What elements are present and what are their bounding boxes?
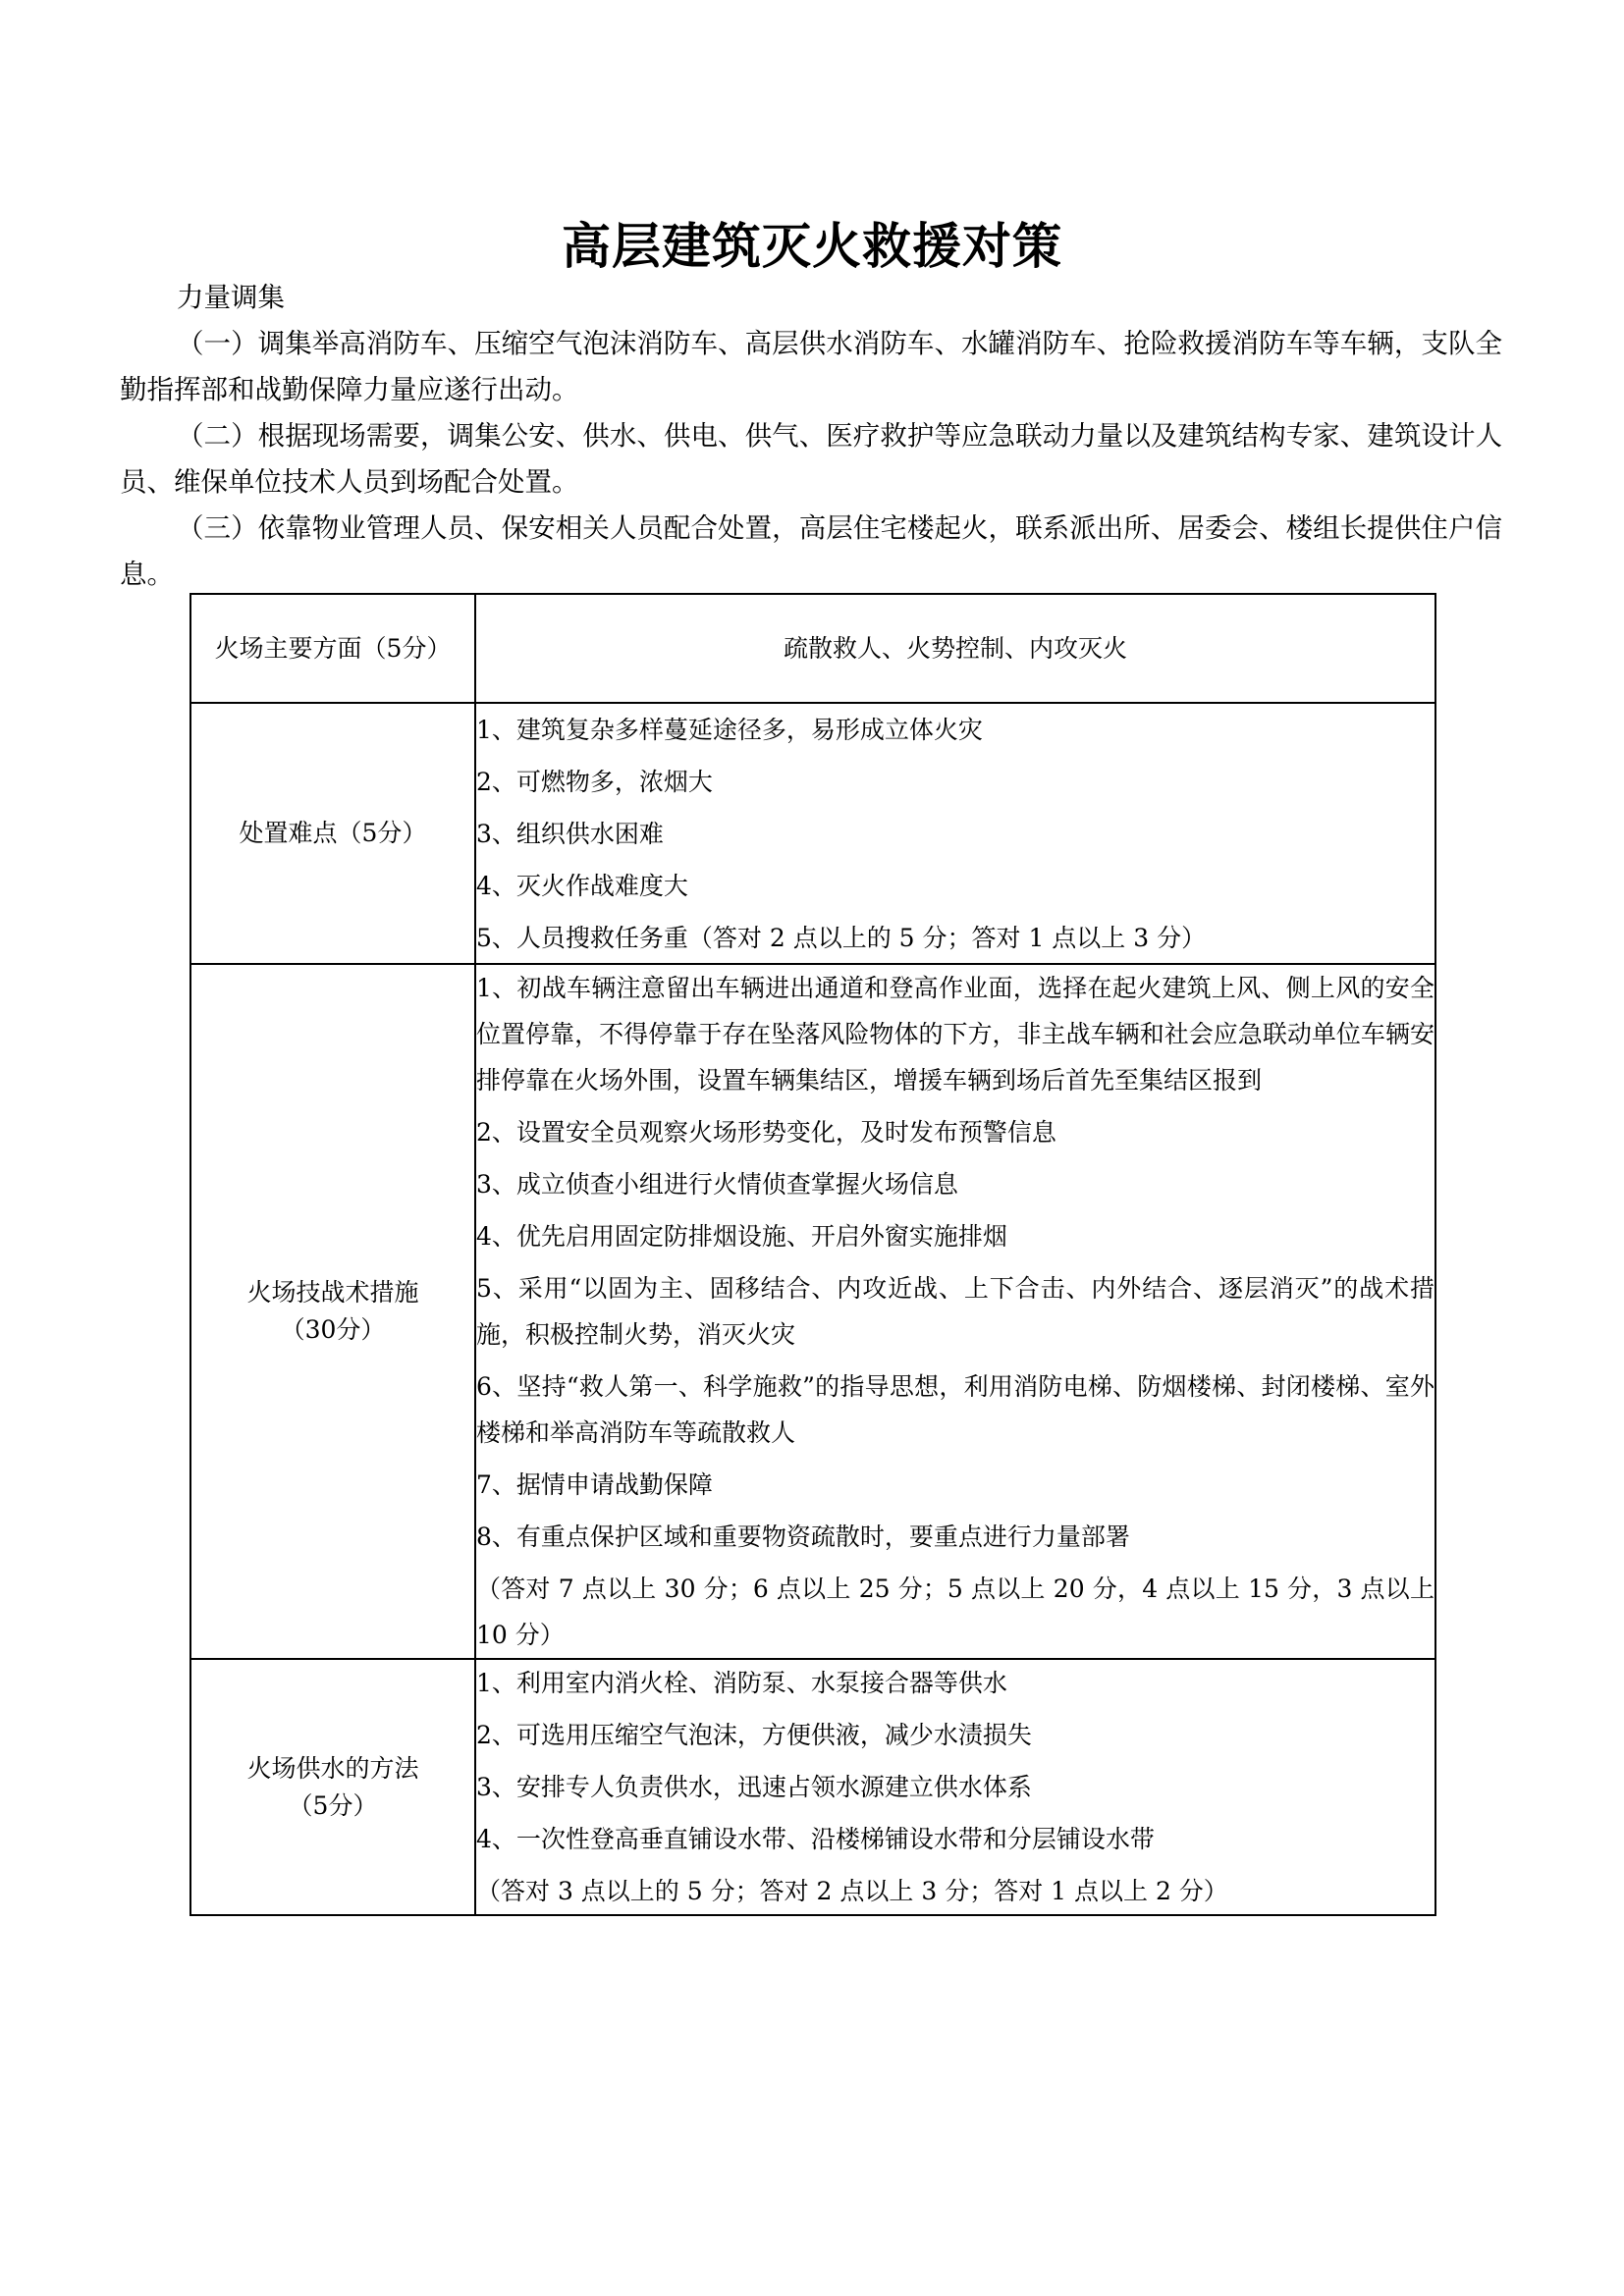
row-content-difficulties: [475, 703, 1435, 964]
list-item: 3、组织供水困难: [476, 819, 664, 848]
list-item: 2、可燃物多，浓烟大: [476, 767, 713, 796]
scoring-table: [189, 593, 1436, 1916]
list-item: 1、建筑复杂多样蔓延途径多，易形成立体火灾: [476, 715, 983, 744]
list-item: 4、优先启用固定防排烟设施、开启外窗实施排烟: [476, 1222, 1007, 1251]
table-row: [190, 1659, 1435, 1915]
list-item: 2、设置安全员观察火场形势变化，及时发布预警信息: [476, 1118, 1056, 1147]
list-item: 3、成立侦查小组进行火情侦查掌握火场信息: [476, 1170, 958, 1199]
table-header-label: 火场主要方面（5分）: [190, 594, 475, 703]
intro-paragraph-1: （一）调集举高消防车、压缩空气泡沫消防车、高层供水消防车、水罐消防车、抢险救援消防车等车辆，支队全勤指挥部和战勤保障力量应遂行出动。: [120, 327, 1502, 405]
scoring-note: （答对 7 点以上 30 分；6 点以上 25 分；5 点以上 20 分，4 点以上 15 分，3 点以上 10 分）: [476, 1575, 1435, 1649]
intro-section: [0, 275, 1624, 598]
table-row: [190, 964, 1435, 1659]
scoring-note: （答对 3 点以上的 5 分；答对 2 点以上 3 分；答对 1 点以上 2 分）: [476, 1877, 1228, 1905]
list-item: 1、初战车辆注意留出车辆进出通道和登高作业面，选择在起火建筑上风、侧上风的安全位置停靠，不得停靠于存在坠落风险物体的下方，非主战车辆和社会应急联动单位车辆安排停靠在火场外围，设置车辆集结区，增援车辆到场后首先至集结区报到: [476, 974, 1435, 1095]
row-label-water-supply-line2: （5分）: [288, 1790, 378, 1820]
section-heading: 力量调集: [177, 281, 285, 313]
row-label-tactics: [190, 964, 475, 1659]
list-item: 4、一次性登高垂直铺设水带、沿楼梯铺设水带和分层铺设水带: [476, 1825, 1155, 1853]
list-item: 2、可选用压缩空气泡沫，方便供液，减少水渍损失: [476, 1721, 1032, 1749]
row-label-difficulties: 处置难点（5分）: [190, 703, 475, 964]
list-item: 1、利用室内消火栓、消防泵、水泵接合器等供水: [476, 1669, 1007, 1697]
row-label-tactics-line2: （30分）: [280, 1315, 386, 1344]
row-content-water-supply: [475, 1659, 1435, 1915]
table-row: [190, 703, 1435, 964]
intro-paragraph-2: （二）根据现场需要，调集公安、供水、供电、供气、医疗救护等应急联动力量以及建筑结构专家、建筑设计人员、维保单位技术人员到场配合处置。: [120, 419, 1502, 498]
list-item: 5、采用“以固为主、固移结合、内攻近战、上下合击、内外结合、逐层消灭”的战术措施，积极控制火势，消灭火灾: [476, 1274, 1435, 1349]
list-item: 5、人员搜救任务重（答对 2 点以上的 5 分；答对 1 点以上 3 分）: [476, 923, 1207, 952]
row-label-water-supply-line1: 火场供水的方法: [246, 1753, 419, 1783]
list-item: 6、坚持“救人第一、科学施救”的指导思想，利用消防电梯、防烟楼梯、封闭楼梯、室外楼梯和举高消防车等疏散救人: [476, 1372, 1435, 1447]
row-label-water-supply: [190, 1659, 475, 1915]
intro-paragraph-3: （三）依靠物业管理人员、保安相关人员配合处置，高层住宅楼起火，联系派出所、居委会、楼组长提供住户信息。: [120, 511, 1502, 590]
scoring-table-wrapper: [189, 593, 1435, 1916]
list-item: 4、灭火作战难度大: [476, 871, 688, 900]
list-item: 3、安排专人负责供水，迅速占领水源建立供水体系: [476, 1773, 1032, 1801]
list-item: 8、有重点保护区域和重要物资疏散时，要重点进行力量部署: [476, 1522, 1130, 1551]
table-row: [190, 594, 1435, 703]
page-title: 高层建筑灭火救援对策: [562, 217, 1062, 275]
list-item: 7、据情申请战勤保障: [476, 1470, 713, 1499]
row-content-tactics: [475, 964, 1435, 1659]
table-header-value: 疏散救人、火势控制、内攻灭火: [475, 594, 1435, 703]
row-label-tactics-line1: 火场技战术措施: [246, 1278, 419, 1307]
